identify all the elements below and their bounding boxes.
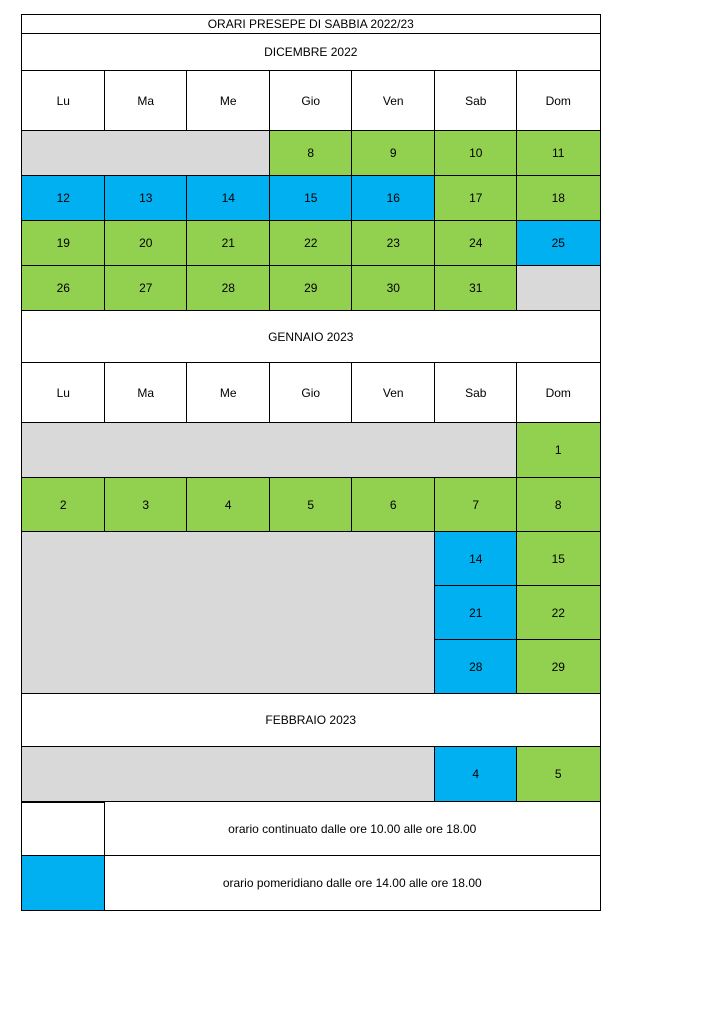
weekday-header: Me: [186, 70, 271, 132]
day-cell: 25: [516, 220, 601, 267]
day-cell: 4: [186, 477, 271, 533]
weekday-header: Sab: [434, 362, 518, 424]
weekday-header: Sab: [434, 70, 518, 132]
day-cell: 14: [186, 175, 271, 222]
day-cell: 13: [104, 175, 188, 222]
day-cell: 11: [516, 130, 601, 177]
weekday-header: Ma: [104, 70, 188, 132]
day-cell: 6: [351, 477, 436, 533]
day-cell: 23: [351, 220, 436, 267]
day-cell: 31: [434, 265, 518, 312]
day-cell: 22: [516, 585, 601, 641]
weekday-header: Ven: [351, 362, 436, 424]
day-cell: 20: [104, 220, 188, 267]
empty-cell: [21, 746, 436, 803]
empty-cell: [21, 531, 436, 695]
day-cell: 28: [434, 639, 518, 695]
weekday-header: Gio: [269, 70, 353, 132]
weekday-header: Ma: [104, 362, 188, 424]
empty-cell: [516, 265, 601, 312]
day-cell: 10: [434, 130, 518, 177]
weekday-header: Lu: [21, 70, 106, 132]
day-cell: 9: [351, 130, 436, 177]
legend-swatch: [21, 801, 106, 857]
day-cell: 15: [516, 531, 601, 587]
day-cell: 12: [21, 175, 106, 222]
day-cell: 17: [434, 175, 518, 222]
day-cell: 28: [186, 265, 271, 312]
weekday-header: Dom: [516, 362, 601, 424]
day-cell: 21: [186, 220, 271, 267]
day-cell: 5: [269, 477, 353, 533]
day-cell: 1: [516, 422, 601, 479]
day-cell: 27: [104, 265, 188, 312]
empty-cell: [21, 130, 271, 177]
weekday-header: Ven: [351, 70, 436, 132]
day-cell: 8: [269, 130, 353, 177]
weekday-header: Gio: [269, 362, 353, 424]
page-title: ORARI PRESEPE DI SABBIA 2022/23: [21, 14, 601, 35]
day-cell: 18: [516, 175, 601, 222]
day-cell: 22: [269, 220, 353, 267]
weekday-header: Lu: [21, 362, 106, 424]
day-cell: 26: [21, 265, 106, 312]
day-cell: 30: [351, 265, 436, 312]
legend-swatch: [21, 855, 106, 911]
weekday-header: Dom: [516, 70, 601, 132]
schedule-sheet: [21, 14, 599, 908]
month-title: GENNAIO 2023: [21, 310, 601, 364]
day-cell: 16: [351, 175, 436, 222]
day-cell: 7: [434, 477, 518, 533]
day-cell: 5: [516, 746, 601, 803]
weekday-header: Me: [186, 362, 271, 424]
day-cell: 14: [434, 531, 518, 587]
day-cell: 4: [434, 746, 518, 803]
day-cell: 29: [269, 265, 353, 312]
month-title: FEBBRAIO 2023: [21, 693, 601, 748]
day-cell: 15: [269, 175, 353, 222]
day-cell: 3: [104, 477, 188, 533]
day-cell: 19: [21, 220, 106, 267]
day-cell: 29: [516, 639, 601, 695]
day-cell: 21: [434, 585, 518, 641]
day-cell: 2: [21, 477, 106, 533]
legend-text: orario pomeridiano dalle ore 14.00 alle ore 18.00: [104, 855, 601, 911]
month-title: DICEMBRE 2022: [21, 33, 601, 72]
empty-cell: [21, 422, 518, 479]
legend-text: orario continuato dalle ore 10.00 alle ore 18.00: [104, 801, 601, 857]
day-cell: 24: [434, 220, 518, 267]
day-cell: 8: [516, 477, 601, 533]
